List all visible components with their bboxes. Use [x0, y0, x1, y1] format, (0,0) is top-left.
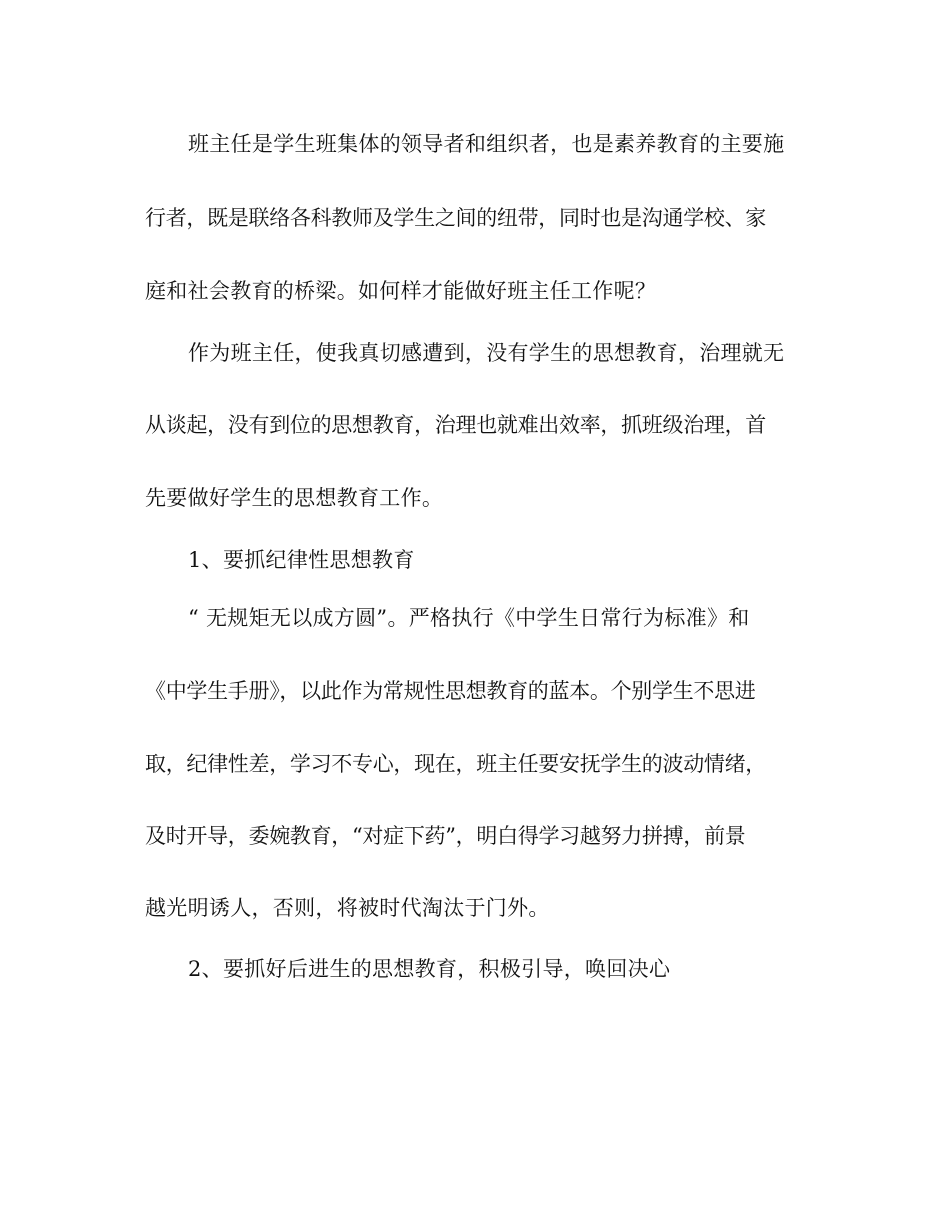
paragraph-2-line-1: 作为班主任，使我真切感遭到，没有学生的思想教育，治理就无: [188, 341, 785, 365]
paragraph-3-line-4: 及时开导，委婉教育，“对症下药”，明白得学习越努力拼搏，前景: [145, 824, 746, 848]
paragraph-1-line-2: 行者，既是联络各科教师及学生之间的纽带，同时也是沟通学校、家: [145, 206, 766, 230]
paragraph-3-line-1: “ 无规矩无以成方圆”。严格执行《中学生日常行为标准》和: [188, 606, 750, 630]
section-heading-2: 2、要抓好后进生的思想教育，积极引导，唤回决心: [188, 957, 671, 981]
paragraph-2-line-2: 从谈起，没有到位的思想教育，治理也就难出效率，抓班级治理，首: [145, 413, 766, 437]
paragraph-3-line-5: 越光明诱人，否则，将被时代淘汰于门外。: [145, 896, 550, 920]
paragraph-2-line-3: 先要做好学生的思想教育工作。: [145, 486, 444, 510]
paragraph-1-line-1: 班主任是学生班集体的领导者和组织者，也是素养教育的主要施: [188, 132, 785, 156]
paragraph-1-line-3: 庭和社会教育的桥梁。如何样才能做好班主任工作呢？: [145, 279, 657, 303]
paragraph-3-line-3: 取，纪律性差，学习不专心，现在，班主任要安抚学生的波动情绪，: [145, 752, 766, 776]
paragraph-3-line-2: 《中学生手册》，以此作为常规性思想教育的蓝本。个别学生不思进: [145, 679, 756, 703]
section-heading-1: 1、要抓纪律性思想教育: [188, 548, 415, 572]
